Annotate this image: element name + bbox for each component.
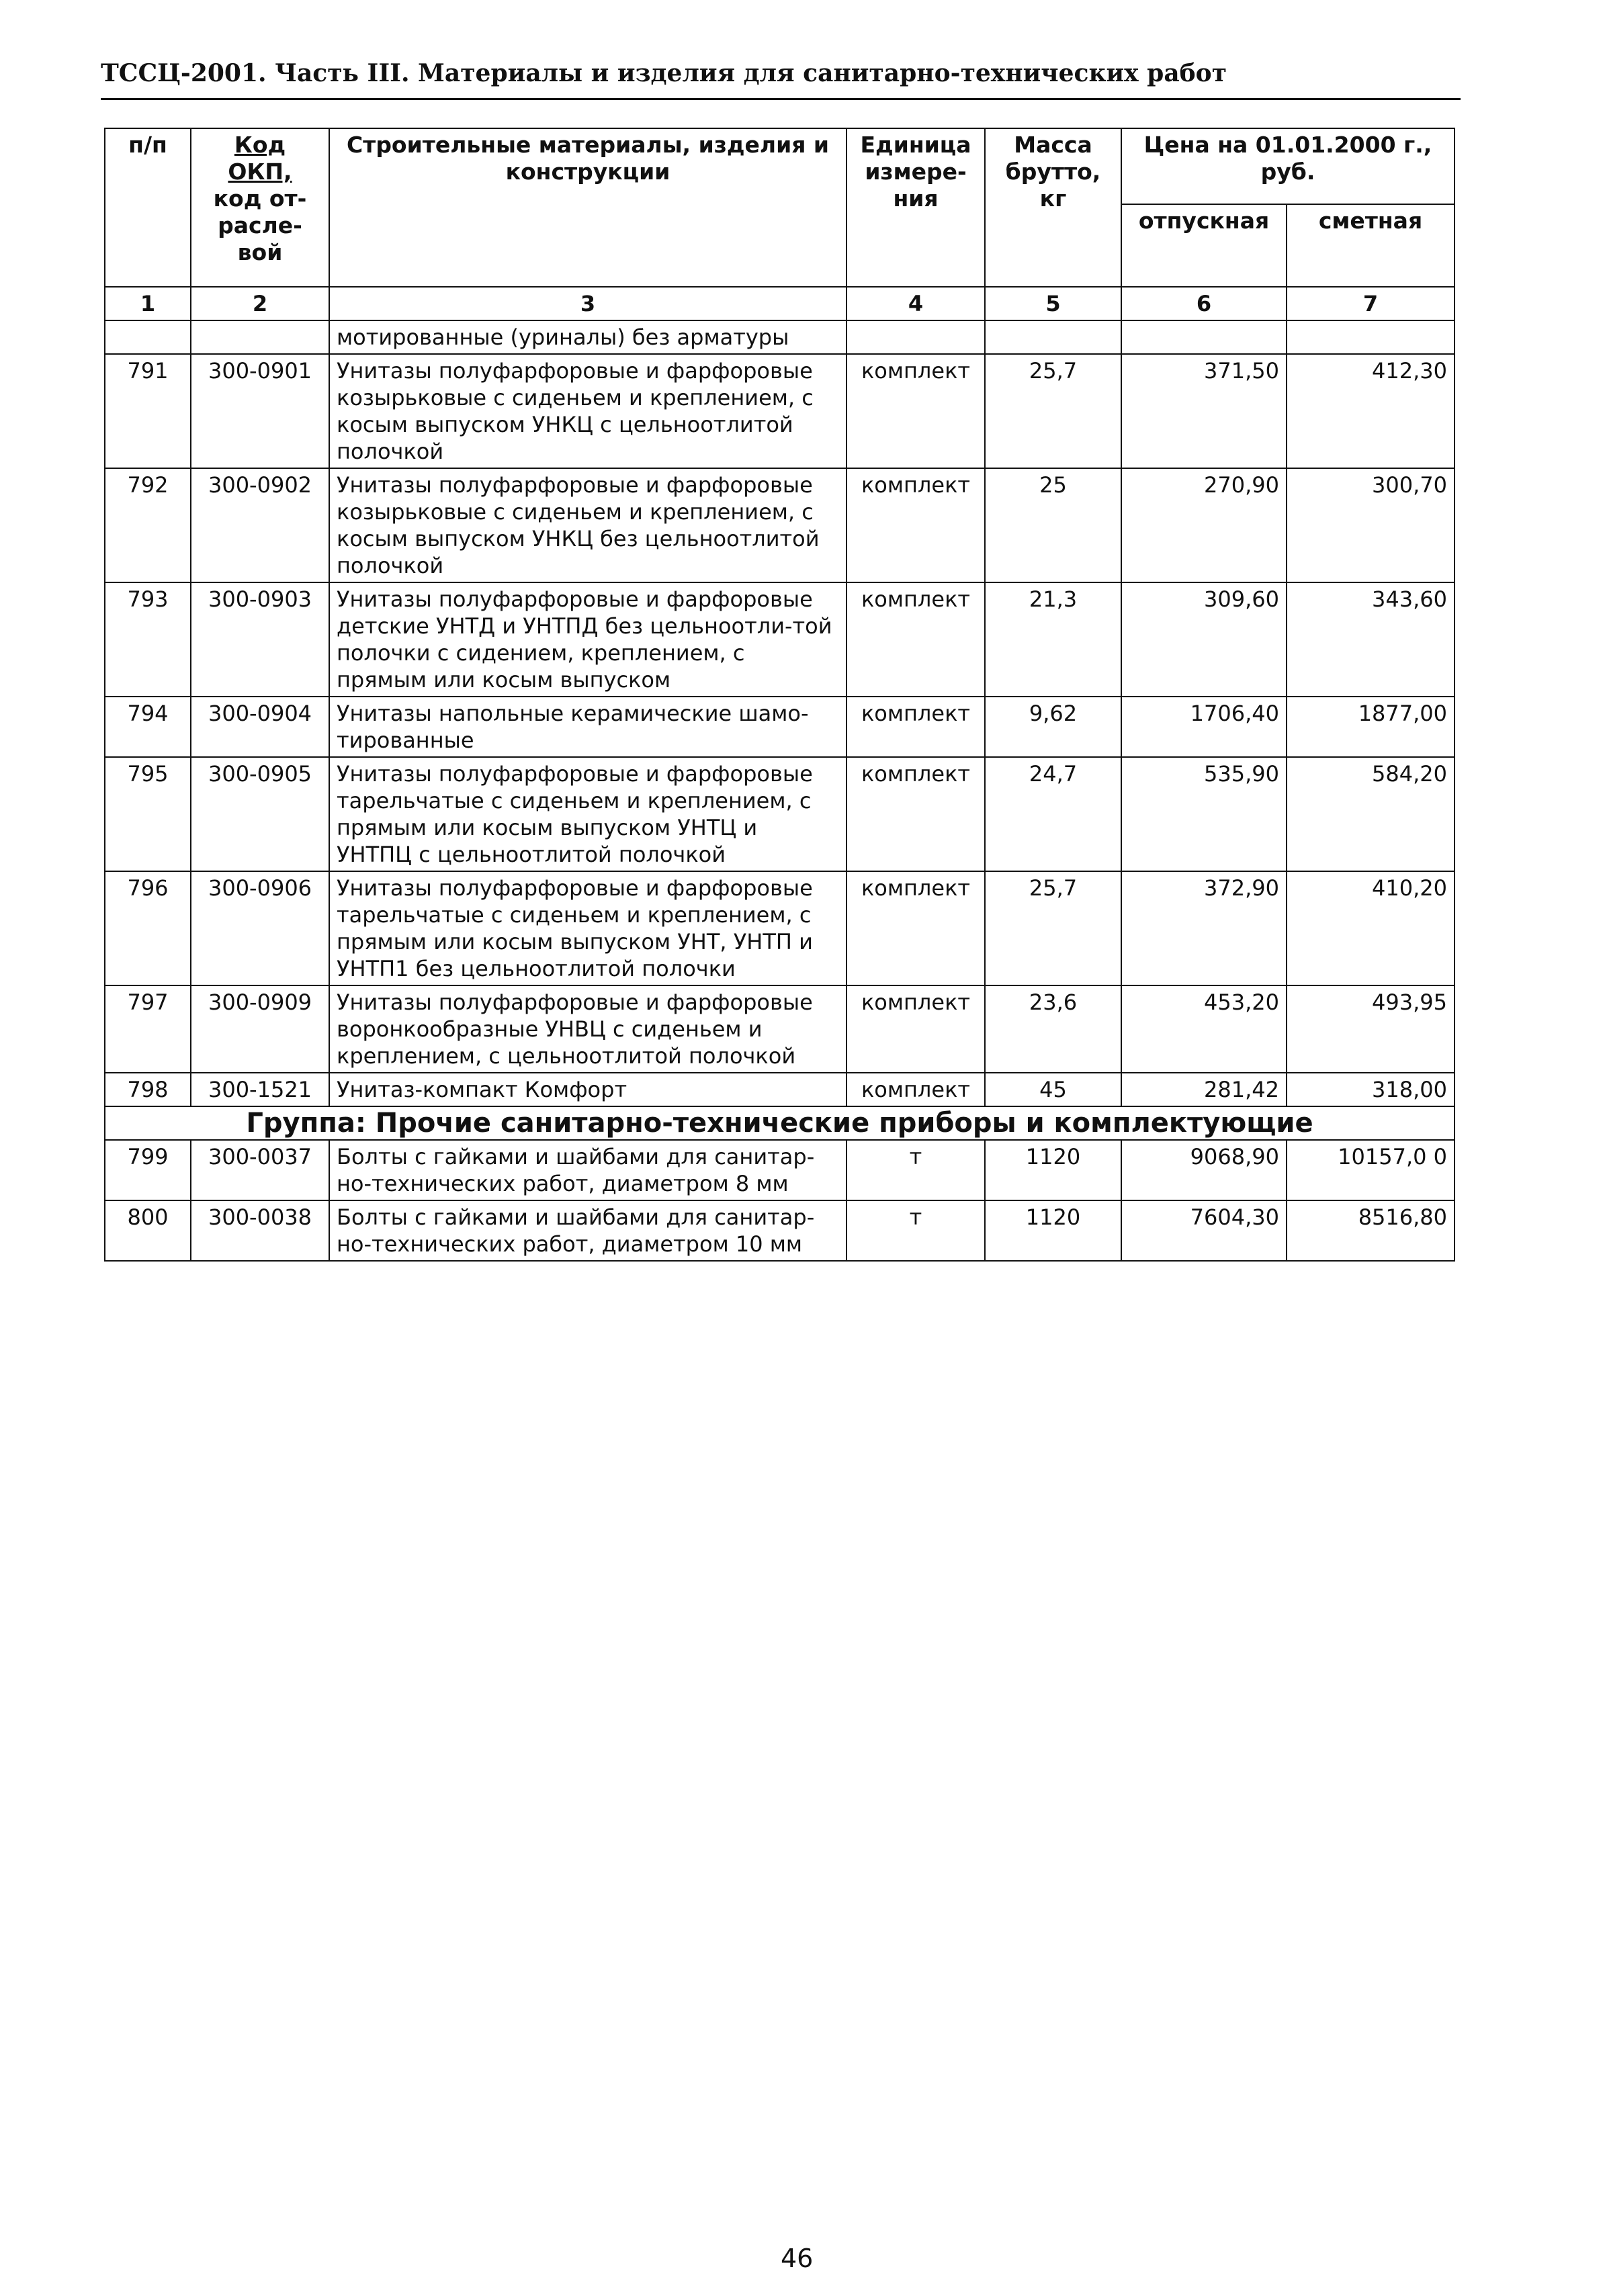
table-row xyxy=(105,1200,1455,1261)
row-material: Унитазы полуфарфоровые и фарфоровые тарельчатые с сиденьем и креплением, с прямым или косым выпуском УНТ, УНТП и УНТП1 без цельноотлитой полочки xyxy=(329,871,847,985)
row-material: Унитаз-компакт Комфорт xyxy=(329,1073,847,1106)
row-mass: 25,7 xyxy=(985,354,1121,468)
row-number: 800 xyxy=(105,1200,191,1261)
row-estimate-price: 584,20 xyxy=(1287,757,1455,871)
row-release-price: 7604,30 xyxy=(1121,1200,1287,1261)
table-row xyxy=(105,985,1455,1073)
row-release-price: 281,42 xyxy=(1121,1073,1287,1106)
column-number: 4 xyxy=(847,287,985,320)
column-number: 1 xyxy=(105,287,191,320)
group-header-row xyxy=(105,1106,1455,1140)
row-estimate-price: 410,20 xyxy=(1287,871,1455,985)
row-mass: 25,7 xyxy=(985,871,1121,985)
row-number: 799 xyxy=(105,1140,191,1200)
row-mass: 45 xyxy=(985,1073,1121,1106)
row-code: 300-0901 xyxy=(191,354,329,468)
row-code: 300-0902 xyxy=(191,468,329,582)
header-col-mass: Масса брутто, кг xyxy=(985,128,1121,287)
header-col-num: п/п xyxy=(105,128,191,287)
row-mass: 24,7 xyxy=(985,757,1121,871)
header-col-unit: Единица измере-ния xyxy=(847,128,985,287)
header-col-code xyxy=(191,128,329,287)
row-mass: 1120 xyxy=(985,1200,1121,1261)
row-code: 300-0038 xyxy=(191,1200,329,1261)
row-mass: 23,6 xyxy=(985,985,1121,1073)
header-code-line2: ОКП, xyxy=(228,159,292,185)
header-code-line1: Код xyxy=(234,132,286,158)
row-unit: комплект xyxy=(847,582,985,697)
header-code-line4: расле- xyxy=(218,212,302,238)
column-number: 3 xyxy=(329,287,847,320)
row-material: Унитазы полуфарфоровые и фарфоровые козырьковые с сиденьем и креплением, с косым выпуском УНКЦ без цельноотлитой полочкой xyxy=(329,468,847,582)
table-row xyxy=(105,582,1455,697)
row-release-price: 309,60 xyxy=(1121,582,1287,697)
row-number: 794 xyxy=(105,697,191,757)
document-title: ТССЦ-2001. Часть III. Материалы и изделия для санитарно-технических работ xyxy=(101,59,1227,87)
row-unit: комплект xyxy=(847,468,985,582)
table-row xyxy=(105,757,1455,871)
table-row xyxy=(105,354,1455,468)
row-estimate-price: 343,60 xyxy=(1287,582,1455,697)
row-material: Унитазы полуфарфоровые и фарфоровые воронкообразные УНВЦ с сиденьем и креплением, с цельноотлитой полочкой xyxy=(329,985,847,1073)
row-release-price: 1706,40 xyxy=(1121,697,1287,757)
group-title: Группа: Прочие санитарно-технические приборы и комплектующие xyxy=(105,1106,1455,1140)
column-number: 2 xyxy=(191,287,329,320)
row-unit: комплект xyxy=(847,354,985,468)
row-unit: т xyxy=(847,1140,985,1200)
row-material: Унитазы полуфарфоровые и фарфоровые детские УНТД и УНТПД без цельноотли-той полочки с сидением, креплением, с прямым или косым выпуском xyxy=(329,582,847,697)
row-code: 300-0906 xyxy=(191,871,329,985)
table-row xyxy=(105,1140,1455,1200)
continuation-text: мотированные (уриналы) без арматуры xyxy=(329,320,847,354)
row-number: 795 xyxy=(105,757,191,871)
row-estimate-price: 412,30 xyxy=(1287,354,1455,468)
row-estimate-price: 493,95 xyxy=(1287,985,1455,1073)
row-code: 300-0905 xyxy=(191,757,329,871)
row-material: Унитазы полуфарфоровые и фарфоровые козырьковые с сиденьем и креплением, с косым выпуском УНКЦ с цельноотлитой полочкой xyxy=(329,354,847,468)
table-row xyxy=(105,871,1455,985)
row-mass: 9,62 xyxy=(985,697,1121,757)
row-material: Унитазы полуфарфоровые и фарфоровые тарельчатые с сиденьем и креплением, с прямым или косым выпуском УНТЦ и УНТПЦ с цельноотлитой полочкой xyxy=(329,757,847,871)
row-material: Болты с гайками и шайбами для санитар-но-технических работ, диаметром 10 мм xyxy=(329,1200,847,1261)
page-number: 46 xyxy=(781,2244,814,2273)
row-release-price: 535,90 xyxy=(1121,757,1287,871)
row-estimate-price: 300,70 xyxy=(1287,468,1455,582)
row-estimate-price: 1877,00 xyxy=(1287,697,1455,757)
header-code-line5: вой xyxy=(237,239,283,265)
row-material: Болты с гайками и шайбами для санитар-но-технических работ, диаметром 8 мм xyxy=(329,1140,847,1200)
header-col-release-price: отпускная xyxy=(1121,204,1287,287)
row-mass: 1120 xyxy=(985,1140,1121,1200)
table-row xyxy=(105,1073,1455,1106)
row-estimate-price: 10157,0 0 xyxy=(1287,1140,1455,1200)
header-col-material: Строительные материалы, изделия и конструкции xyxy=(329,128,847,287)
row-unit: комплект xyxy=(847,985,985,1073)
column-number-row xyxy=(105,287,1455,320)
row-number: 796 xyxy=(105,871,191,985)
row-unit: комплект xyxy=(847,871,985,985)
price-table xyxy=(104,128,1455,1262)
row-code: 300-0909 xyxy=(191,985,329,1073)
row-release-price: 9068,90 xyxy=(1121,1140,1287,1200)
row-mass: 25 xyxy=(985,468,1121,582)
row-code: 300-1521 xyxy=(191,1073,329,1106)
row-release-price: 270,90 xyxy=(1121,468,1287,582)
row-estimate-price: 318,00 xyxy=(1287,1073,1455,1106)
row-unit: комплект xyxy=(847,757,985,871)
row-number: 791 xyxy=(105,354,191,468)
header-row xyxy=(105,128,1455,204)
row-number: 798 xyxy=(105,1073,191,1106)
column-number: 7 xyxy=(1287,287,1455,320)
row-material: Унитазы напольные керамические шамо-тированные xyxy=(329,697,847,757)
row-release-price: 372,90 xyxy=(1121,871,1287,985)
row-code: 300-0903 xyxy=(191,582,329,697)
row-number: 792 xyxy=(105,468,191,582)
title-underline xyxy=(101,98,1461,100)
row-unit: т xyxy=(847,1200,985,1261)
header-code-line3: код от- xyxy=(213,185,307,212)
row-estimate-price: 8516,80 xyxy=(1287,1200,1455,1261)
row-unit: комплект xyxy=(847,697,985,757)
table-row xyxy=(105,468,1455,582)
row-release-price: 453,20 xyxy=(1121,985,1287,1073)
row-code: 300-0904 xyxy=(191,697,329,757)
header-price-group: Цена на 01.01.2000 г., руб. xyxy=(1121,128,1455,204)
column-number: 6 xyxy=(1121,287,1287,320)
row-release-price: 371,50 xyxy=(1121,354,1287,468)
table-row xyxy=(105,697,1455,757)
continuation-row xyxy=(105,320,1455,354)
column-number: 5 xyxy=(985,287,1121,320)
row-code: 300-0037 xyxy=(191,1140,329,1200)
row-unit: комплект xyxy=(847,1073,985,1106)
row-number: 797 xyxy=(105,985,191,1073)
row-number: 793 xyxy=(105,582,191,697)
row-mass: 21,3 xyxy=(985,582,1121,697)
header-col-estimate-price: сметная xyxy=(1287,204,1455,287)
